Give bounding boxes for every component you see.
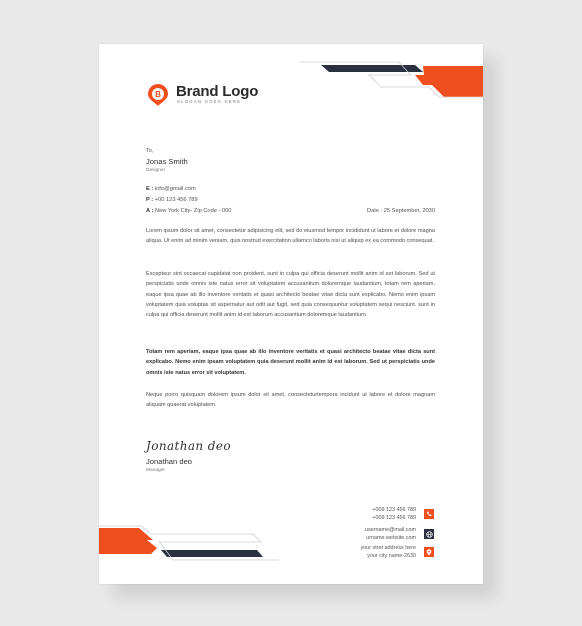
body-paragraph-2: Excepteur sint occaecat cupidatat non proident, sunt in culpa qui officia deserunt mollit anim id est laborum. Sed ut perspiciatis unde omnis iste natus error sit voluptatem accusantium doloremque laudantium, totam rem aperiam, eaque ipsa quae ab illo inventore veritatis et quasi architecto beatae vitae dicta sunt explicabo. Nemo enim ipsam voluptatem quia voluptas sit aspernatur aut odit aut fugit, sed quia consequuntur voluptatem sequi nesciunt. sunt in culpa qui officia deserunt mollit anim id est laborum accusantium doloremque laudantium. [146,271,435,319]
footer-address-1: your stret address here [360,545,416,551]
footer-email: username@mail.com [364,527,416,533]
globe-icon [424,529,434,539]
signer-name: Jonathan deo [146,457,193,466]
footer-decoration [99,524,279,564]
header-decoration [299,61,483,101]
footer-dark-bar [161,550,263,557]
header-orange-bar [415,66,483,97]
brand-slogan: SLOGAN GOES HERE [177,99,242,104]
footer-address-2: your city name-2630 [367,552,416,559]
contact-address [146,207,231,215]
brand-logo-icon [147,83,169,107]
address-value: New York City- Zip Code - 000 [154,208,232,214]
body-paragraph-3: Totam rem aperiam, eaque ipsa quae ab illo inventore veritatis et quasi architecto beatae vitae dicta sunt explicabo. Nemo enim ipsam voluptatem quia deserunt mollit anim id est laborum. Sed ut perspiciatis unde omnis iste natus error sit voluptatem. [146,349,435,376]
body-paragraph-4: Neque porro quisquam dolorem ipsum dolor sit amet, consecteturtempora incidunt ut labore et dolore magnam aliquam quaerat voluptatem. [146,392,435,409]
footer-phone-1: +009 123 456 789 [372,507,416,513]
location-icon [424,547,434,557]
contact-phone [146,196,198,204]
brand-name: Brand Logo [176,83,259,100]
recipient-to: To, [146,148,154,154]
body-paragraph-1: Lorem ipsum dolor sit amet, consectetur adipisicing elit, sed do eiusmod tempor incididunt ut labore et dolore magna aliqua. Ut enim ad minim veniam, quis nostrud exercitation ullamco laboris nisi ut aliquip ex ea commodo consequat. [146,228,435,245]
email-value: info@gmail.com [154,186,196,192]
address-label: A : [146,208,154,214]
signer-title: Manager [146,468,165,473]
letter-date: Date : 25 September, 2030 [367,208,435,214]
recipient-name: Jonas Smith [146,157,188,166]
email-label: E : [146,186,154,192]
contact-email [146,185,196,193]
brand-initial: B [155,90,161,99]
footer-website: urname.website.com [366,534,416,541]
signature-script: Jonathan deo [146,439,231,453]
recipient-title: Designer [146,168,166,173]
phone-value: +00 123 456 789 [154,197,198,203]
footer-phone-2: +009 123 456 789 [372,514,416,521]
footer-phone-block [276,507,416,522]
header-dark-bar [321,65,423,72]
footer-address-block [276,545,416,560]
footer-web-block [276,527,416,542]
phone-label: P : [146,197,154,203]
letterhead-page [99,44,483,584]
phone-icon [424,509,434,519]
